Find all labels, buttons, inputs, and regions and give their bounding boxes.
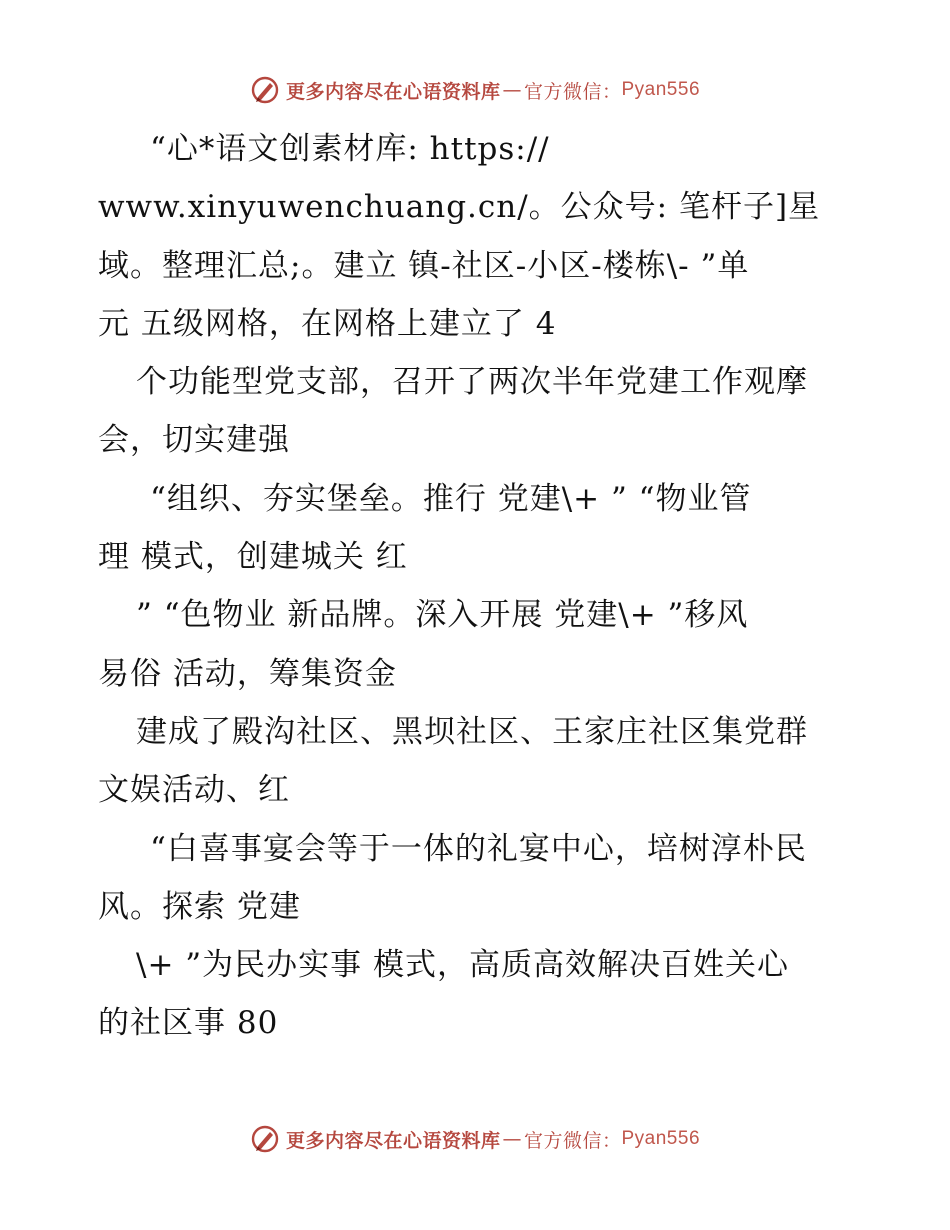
text-line: 域。整理汇总;。建立 镇-社区-小区-楼栋\- ”单 (98, 247, 750, 284)
text-line: “心*语文创素材库: https:// (150, 131, 550, 167)
text-line: ” “色物业 新品牌。深入开展 党建\+ ”移风 (136, 597, 749, 634)
text-line: 个功能型党支部，召开了两次半年党建工作观摩 (136, 364, 808, 401)
watermark-wechat-id: Pyan556 (621, 79, 701, 100)
watermark-brand: 更多内容尽在心语资料库 (285, 80, 501, 103)
watermark-wechat-label: 官方微信： (523, 80, 622, 103)
footer-watermark (0, 1119, 950, 1159)
text-line: 文娱活动、红 (98, 772, 290, 809)
text-line: “白喜事宴会等于一体的礼宴中心，培树淳朴民 (150, 830, 807, 867)
text-line: 会，切实建强 (98, 422, 290, 459)
text-line: 元 五级网格，在网格上建立了 4 (98, 305, 557, 342)
text-line: 建成了殿沟社区、黑坝社区、王家庄社区集党群 (136, 713, 808, 750)
header-watermark (0, 70, 950, 110)
text-line: 易俗 活动，筹集资金 (98, 655, 397, 692)
pen-logo-icon (250, 75, 280, 105)
watermark-separator: — (502, 79, 522, 101)
text-line: \+ ”为民办实事 模式，高质高效解决百姓关心 (136, 947, 789, 984)
text-line: www.xinyuwenchuang.cn/。公众号: 笔杆子]星 (98, 189, 821, 226)
text-line: 的社区事 80 (98, 1005, 279, 1042)
watermark-separator: — (502, 1128, 522, 1150)
watermark-wechat-id: Pyan556 (621, 1128, 701, 1149)
pen-logo-icon (250, 1124, 280, 1154)
document-body (98, 120, 858, 1053)
text-line: 风。探索 党建 (98, 888, 301, 925)
text-line: 理 模式，创建城关 红 (98, 539, 408, 576)
text-line: “组织、夯实堡垒。推行 党建\+ ” “物业管 (150, 480, 752, 517)
watermark-brand: 更多内容尽在心语资料库 (285, 1129, 501, 1152)
watermark-wechat-label: 官方微信： (523, 1129, 622, 1152)
